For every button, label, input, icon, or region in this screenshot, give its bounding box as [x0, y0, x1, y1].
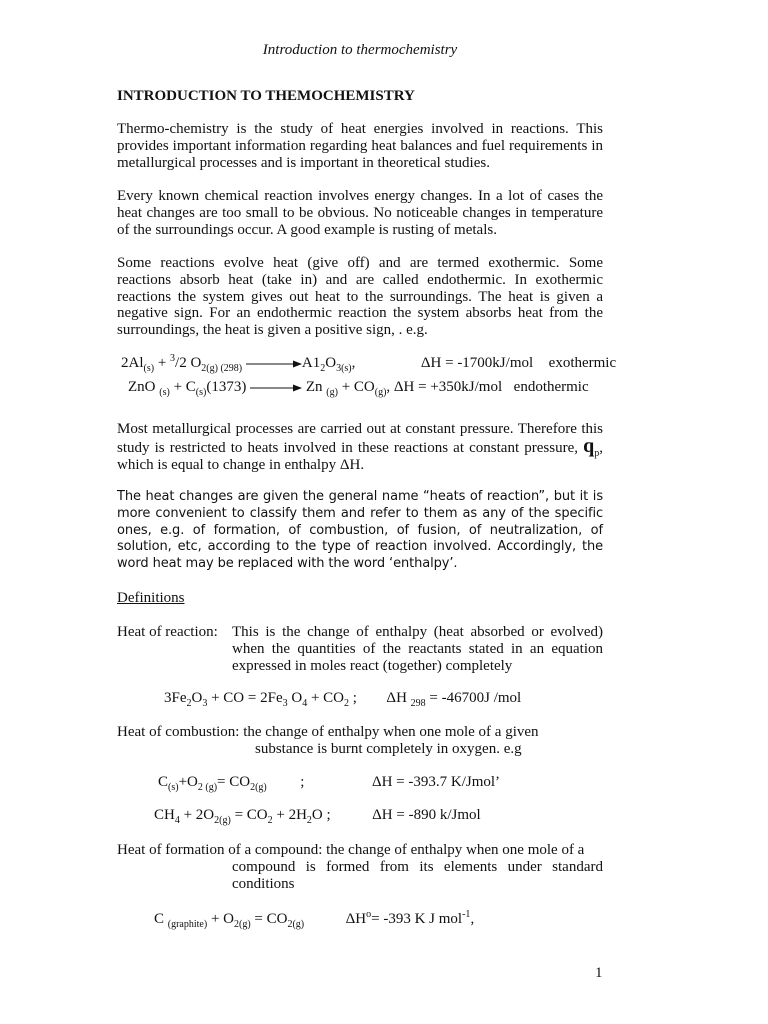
definition-label-reaction: Heat of reaction: — [117, 624, 218, 640]
running-header: Introduction to thermochemistry — [262, 42, 458, 58]
equation-formation-co2: C $_{(graphite)} + O_{2(g)} = CO_{2(g)}$ $\Delta H^o= -393$ K J mol$^{-1}$, — [154, 909, 475, 930]
equation-combustion-methane: $CH_4 + 2O_{2(g)} = CO_2 + 2H_2O$ ; ΔH = -890 k/Jmol — [154, 807, 481, 826]
definition-text-combustion-cont: substance is burnt completely in oxygen. e.g — [255, 741, 522, 757]
paragraph-exo-endo: Some reactions evolve heat (give off) and are termed exothermic. Some reactions absorb heat (take in) and are called endothermic. In exothermic reactions the system gives out heat to the surroundings. The heat is given a negative sign. For an endothermic reaction the system absorbs heat from the surroundings, the heat is given a positive sign, . e.g. — [117, 255, 603, 339]
equation-endothermic: ZnO $_{(s)} + C_{(s)}(1373)$ Zn $_{(g)} + CO_{(g)}$, ΔH = +350kJ/mol endothermic — [128, 379, 589, 398]
paragraph-energy-changes: Every known chemical reaction involves energy changes. In a lot of cases the heat changes are too small to be obvious. No noticeable changes in temperature of the surroundings occur. A good example is rusting of metals. — [117, 188, 603, 238]
label-exothermic: exothermic — [548, 355, 617, 371]
paragraph-heats-of-reaction: The heat changes are given the general name “heats of reaction”, but it is more convenient to classify them and refer to them as any of the specific ones, e.g. of formation, of combustion, of fusion, of neutralization, of solution, etc, according to the type of reaction involved. Accordingly, the word heat may be replaced with the word ‘enthalpy’. — [117, 489, 603, 572]
equation-exothermic: $2Al_{(s)} + ^3/2$ $O_{2(g) (298)}$ $A1_2O_{3(s)}$, ΔH = -1700kJ/mol exothermic — [121, 353, 617, 374]
equation-heat-of-reaction: $3Fe_2O_3$ + CO = $2Fe_3$ $O_4 + CO_2$ ; ΔH $_{298}$ = -46700J /mol — [164, 690, 522, 709]
section-title-definitions: Definitions — [117, 590, 185, 606]
reaction-arrow-icon — [250, 383, 302, 393]
reaction-arrow-icon — [246, 359, 302, 369]
definition-text-formation: Heat of formation of a compound: the change of enthalpy when one mole of a — [117, 842, 585, 858]
equation-combustion-carbon: $C_{(s)}+O_{2 (g)}= CO_{2(g)}$ ; ΔH = -393.7 K/Jmol’ — [158, 774, 501, 793]
page-title: INTRODUCTION TO THEMOCHEMISTRY — [117, 88, 415, 104]
paragraph-constant-pressure: Most metallurgical processes are carried out at constant pressure. Therefore this study is restricted to heats involved in these reactions at constant pressure, $q_p$, which is equal to change in enthalpy ΔH. — [117, 421, 603, 473]
definition-text-reaction: This is the change of enthalpy (heat absorbed or evolved) when the quantities of the reactants stated in an equation expressed in moles react (together) completely — [232, 624, 603, 674]
paragraph-intro: Thermo-chemistry is the study of heat energies involved in reactions. This provides important information regarding heat balances and fuel requirements in metallurgical processes and is important in theoretical studies. — [117, 121, 603, 171]
page-number: 1 — [595, 965, 603, 981]
definition-text-combustion: Heat of combustion: the change of enthalpy when one mole of a given — [117, 724, 539, 740]
label-endothermic: endothermic — [513, 379, 589, 395]
definition-text-formation-cont: compound is formed from its elements under standard conditions — [232, 859, 603, 892]
